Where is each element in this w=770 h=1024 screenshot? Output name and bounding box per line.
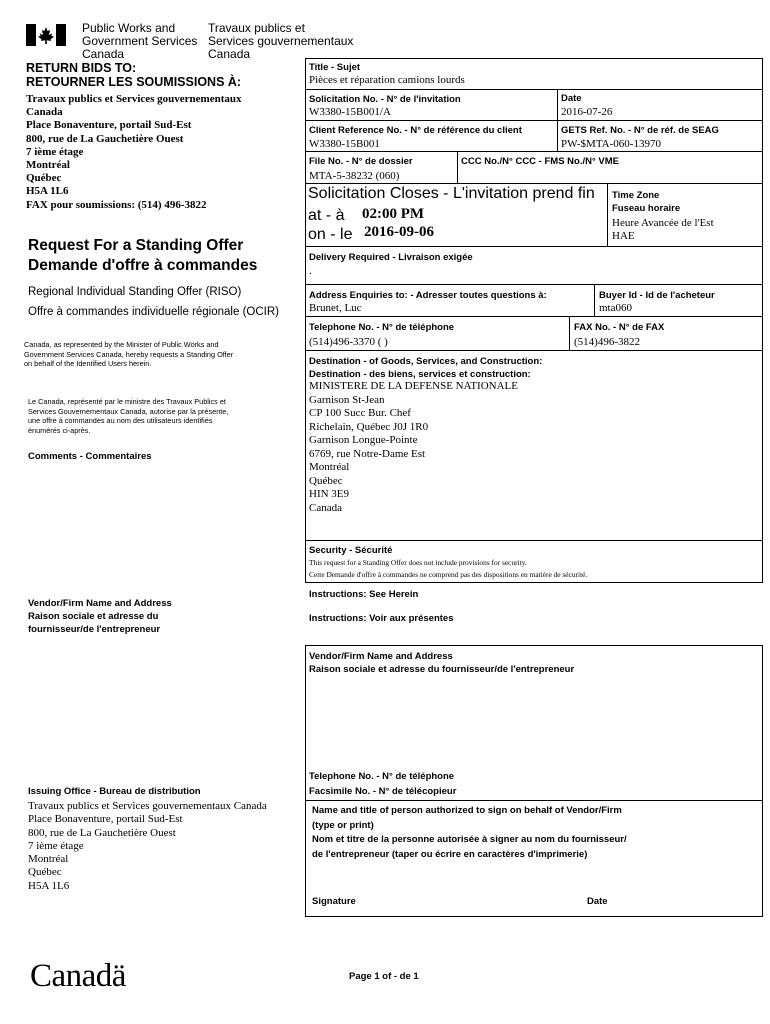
title-value: Pièces et réparation camions lourds [309, 74, 465, 86]
title-label: Title - Sujet [309, 62, 361, 73]
instructions-fr: Instructions: Voir aux présentes [309, 613, 454, 624]
telephone-label: Telephone No. - N° de téléphone [309, 322, 455, 333]
solicitation-number-value: W3380-15B001/A [309, 106, 391, 118]
vendor-name-address-label-left: Vendor/Firm Name and Address Raison sociale et adresse du fournisseur/de l'entrepreneur [28, 598, 172, 635]
request-paragraph-en: Canada, as represented by the Minister of Public Works and Government Services Canada, hereby requests a Standing Offer on behalf of the Identified Users herein. [24, 340, 234, 369]
return-bids-title: RETURN BIDS TO: RETOURNER LES SOUMISSIONS À: [26, 61, 242, 89]
client-reference-label: Client Reference No. - N° de référence du client [309, 125, 522, 136]
buyer-id-value: mta060 [599, 302, 632, 314]
vendor-name-address-label: Vendor/Firm Name and Address Raison sociale et adresse du fournisseur/de l'entrepreneur [309, 651, 575, 675]
canada-flag-icon [26, 24, 66, 46]
gets-reference-label: GETS Ref. No. - N° de réf. de SEAG [561, 125, 719, 136]
solicitation-number-label: Solicitation No. - N° de l'invitation [309, 94, 461, 105]
fax-value: (514)496-3822 [574, 336, 640, 348]
instructions-en: Instructions: See Herein [309, 589, 419, 600]
date-label: Date [561, 93, 582, 104]
file-number-value: MTA-5-38232 (060) [309, 170, 400, 182]
issuing-office-address: Travaux publics et Services gouvernementaux Canada Place Bonaventure, portail Sud-Est 800, rue de La Gauchetière Ouest 7 ième étage Montréal Québec H5A 1L6 [28, 800, 267, 892]
vendor-telephone-label: Telephone No. - N° de téléphone [309, 771, 455, 782]
request-type: Regional Individual Standing Offer (RISO) Offre à commandes individuelle régionale (OCIR) [28, 286, 279, 318]
solicitation-closes-title: Solicitation Closes - L'invitation prend fin [308, 185, 595, 202]
destination-label: Destination - of Goods, Services, and Construction: Destination - des biens, services et construction: [309, 356, 543, 380]
closing-date-value: 2016-09-06 [364, 224, 434, 240]
canada-wordmark: Canadä [30, 958, 126, 994]
department-name-en: Public Works and Government Services Canada [82, 21, 198, 61]
return-bids-address: Travaux publics et Services gouvernementaux Canada Place Bonaventure, portail Sud-Est 800, rue de La Gauchetière Ouest 7 ième étage Montréal Québec H5A 1L6 FAX pour soumissions: (514) 496-3822 [26, 93, 242, 211]
vendor-facsimile-label: Facsimile No. - N° de télécopieur [309, 786, 457, 797]
delivery-required-value: . [309, 265, 312, 277]
client-reference-value: W3380-15B001 [309, 138, 380, 150]
file-number-label: File No. - N° de dossier [309, 156, 413, 167]
signature-label: Signature [312, 896, 356, 907]
ccc-fms-label: CCC No./N° CCC - FMS No./N° VME [461, 156, 620, 167]
request-paragraph-fr: Le Canada, représenté par le ministre des Travaux Publics et Services Gouvernementaux Canada, autorise par la présente, une offre à commandes au nom des utilisateurs identifiés énumérés ci-après. [28, 397, 229, 435]
closing-time-label: at - à [308, 207, 345, 224]
date-value: 2016-07-26 [561, 106, 613, 118]
destination-address: MINISTERE DE LA DEFENSE NATIONALE Garnison St-Jean CP 100 Succ Bur. Chef Richelain, Québec J0J 1R0 Garnison Longue-Pointe 6769, rue Notre-Dame Est Montréal Québec HIN 3E9 Canada [309, 380, 518, 514]
signature-date-label: Date [587, 896, 608, 907]
time-zone-value: Heure Avancée de l'Est HAE [612, 217, 714, 242]
buyer-id-label: Buyer Id - Id de l'acheteur [599, 290, 715, 301]
delivery-required-label: Delivery Required - Livraison exigée [309, 252, 473, 263]
closing-date-label: on - le [308, 226, 353, 243]
security-text-fr: Cette Demande d'offre à commandes ne comprend pas des dispositions en matière de sécurité. [309, 570, 588, 579]
page-number: Page 1 of - de 1 [349, 971, 419, 982]
security-label: Security - Sécurité [309, 545, 393, 556]
enquiries-value: Brunet, Luc [309, 302, 362, 314]
closing-time-value: 02:00 PM [362, 206, 425, 222]
security-text-en: This request for a Standing Offer does not include provisions for security. [309, 558, 527, 567]
telephone-value: (514)496-3370 ( ) [309, 336, 388, 348]
issuing-office-label: Issuing Office - Bureau de distribution [28, 786, 201, 797]
gets-reference-value: PW-$MTA-060-13970 [561, 138, 661, 150]
authorized-person-label: Name and title of person authorized to sign on behalf of Vendor/Firm (type or print) Nom et titre de la personne autorisée à signer au nom du fournisseur/ de l'entrepreneur (taper ou écrire en caractères d'imprimerie) [312, 805, 627, 860]
request-title: Request For a Standing Offer Demande d'offre à commandes [28, 237, 258, 274]
department-name-fr: Travaux publics et Services gouvernementaux Canada [208, 21, 354, 61]
time-zone-label: Time Zone Fuseau horaire [612, 190, 681, 214]
comments-label: Comments - Commentaires [28, 451, 152, 462]
fax-label: FAX No. - N° de FAX [574, 322, 665, 333]
enquiries-label: Address Enquiries to: - Adresser toutes questions à: [309, 290, 547, 301]
